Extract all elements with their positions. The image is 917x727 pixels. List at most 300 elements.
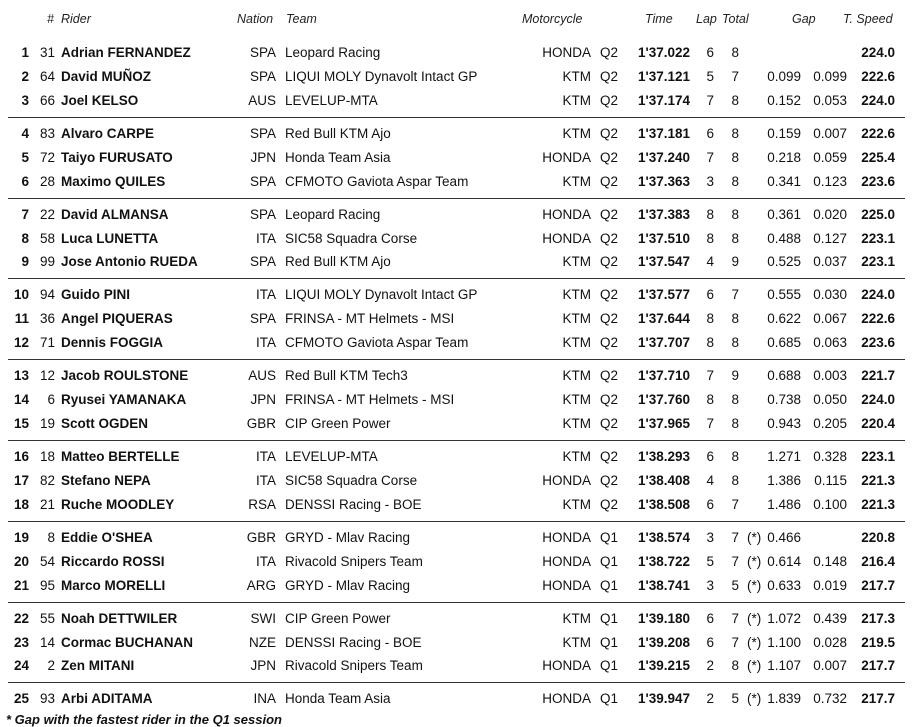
position: 17	[13, 472, 29, 488]
nation: ITA	[256, 553, 276, 569]
gap-previous: 0.007	[813, 125, 847, 141]
table-row	[0, 250, 917, 274]
rider-number: 12	[39, 368, 55, 384]
gap-first: 0.488	[767, 230, 801, 246]
team: Leopard Racing	[285, 45, 381, 60]
top-speed: 224.0	[861, 287, 895, 303]
group-separator	[8, 359, 905, 360]
gap-previous: 0.732	[813, 691, 847, 707]
team: Rivacold Snipers Team	[285, 553, 423, 569]
q1-note: (*)	[747, 529, 762, 545]
nation: SPA	[249, 173, 276, 189]
lap-time: 1'38.722	[637, 553, 690, 569]
lap-time: 1'37.174	[637, 92, 690, 108]
total-laps: 7	[731, 529, 739, 545]
header-speed: T. Speed	[843, 12, 893, 26]
table-row	[0, 412, 917, 436]
session: Q2	[600, 173, 619, 189]
gap-previous: 0.067	[813, 311, 847, 327]
gap-first: 0.341	[767, 173, 801, 189]
rider-number: 28	[39, 173, 55, 189]
gap-first: 1.100	[767, 634, 801, 650]
session: Q2	[600, 449, 619, 464]
position: 14	[13, 392, 29, 408]
position: 6	[21, 173, 29, 189]
top-speed: 222.6	[861, 311, 895, 327]
gap-first: 1.839	[767, 691, 801, 707]
motorcycle: KTM	[562, 634, 591, 650]
lap-time: 1'38.741	[637, 577, 690, 593]
nation: SPA	[249, 254, 276, 270]
lap-time: 1'37.710	[637, 368, 690, 384]
q1-note: (*)	[747, 658, 762, 674]
position: 4	[21, 125, 29, 141]
header-nation: Nation	[237, 12, 274, 26]
gap-first: 0.943	[767, 416, 801, 431]
team: DENSSI Racing - BOE	[285, 634, 422, 650]
lap-time: 1'38.508	[637, 496, 690, 512]
gap-first: 0.361	[767, 206, 801, 222]
team: Red Bull KTM Tech3	[285, 368, 408, 384]
motorcycle: KTM	[562, 173, 591, 189]
gap-previous: 0.205	[813, 416, 847, 431]
table-row	[0, 607, 917, 631]
rider-name: Taiyo FURUSATO	[61, 149, 173, 165]
table-row	[0, 574, 917, 598]
total-laps: 7	[731, 634, 739, 650]
position: 2	[21, 68, 29, 84]
session: Q2	[600, 392, 619, 408]
rider-number: 66	[39, 92, 55, 108]
position: 24	[13, 658, 29, 674]
gap-previous: 0.148	[813, 553, 847, 569]
session: Q2	[600, 368, 619, 384]
rider-name: Matteo BERTELLE	[61, 449, 180, 464]
group-separator	[8, 602, 905, 603]
table-row	[0, 469, 917, 493]
header-gap: Gap	[792, 12, 816, 26]
lap-time: 1'37.022	[637, 45, 690, 60]
rider-number: 36	[39, 311, 55, 327]
total-laps: 8	[731, 392, 739, 408]
motorcycle: KTM	[562, 416, 591, 431]
nation: ITA	[256, 230, 276, 246]
top-speed: 220.4	[861, 416, 895, 431]
table-row	[0, 388, 917, 412]
motorcycle: HONDA	[542, 691, 591, 707]
team: LIQUI MOLY Dynavolt Intact GP	[285, 287, 478, 303]
total-laps: 7	[731, 553, 739, 569]
session: Q2	[600, 68, 619, 84]
rider-name: Angel PIQUERAS	[61, 311, 173, 327]
top-speed: 222.6	[861, 68, 895, 84]
session: Q2	[600, 92, 619, 108]
session: Q2	[600, 206, 619, 222]
position: 10	[13, 287, 29, 303]
team: GRYD - Mlav Racing	[285, 577, 411, 593]
gap-first: 0.685	[767, 335, 801, 351]
nation: JPN	[250, 392, 276, 408]
position: 9	[21, 254, 29, 270]
motorcycle: KTM	[562, 392, 591, 408]
rider-number: 18	[39, 449, 55, 464]
gap-previous: 0.100	[813, 496, 847, 512]
gap-first: 0.218	[767, 149, 801, 165]
total-laps: 5	[731, 577, 739, 593]
lap-time: 1'37.547	[637, 254, 690, 270]
best-lap: 6	[706, 496, 714, 512]
rider-number: 2	[47, 658, 55, 674]
gap-previous: 0.019	[813, 577, 847, 593]
table-row	[0, 89, 917, 113]
gap-previous: 0.037	[813, 254, 847, 270]
top-speed: 225.4	[861, 149, 895, 165]
rider-name: Stefano NEPA	[61, 472, 151, 488]
best-lap: 8	[706, 311, 714, 327]
gap-first: 0.099	[767, 68, 801, 84]
header-rider: Rider	[61, 12, 91, 26]
lap-time: 1'39.947	[637, 691, 690, 707]
rider-number: 71	[39, 335, 55, 351]
position: 23	[13, 634, 29, 650]
gap-previous: 0.099	[813, 68, 847, 84]
table-row	[0, 331, 917, 355]
gap-first: 1.271	[767, 449, 801, 464]
position: 5	[21, 149, 29, 165]
rider-name: Scott OGDEN	[61, 416, 149, 431]
motorcycle: KTM	[562, 92, 591, 108]
motorcycle: KTM	[562, 254, 591, 270]
best-lap: 5	[706, 68, 714, 84]
best-lap: 6	[706, 287, 714, 303]
team: SIC58 Squadra Corse	[285, 230, 418, 246]
gap-previous: 0.063	[813, 335, 847, 351]
motorcycle: HONDA	[542, 529, 591, 545]
gap-previous: 0.328	[813, 449, 847, 464]
rider-name: Cormac BUCHANAN	[61, 634, 194, 650]
lap-time: 1'37.577	[637, 287, 690, 303]
best-lap: 7	[706, 416, 714, 431]
team: SIC58 Squadra Corse	[285, 472, 418, 488]
top-speed: 222.6	[861, 125, 895, 141]
best-lap: 2	[706, 691, 714, 707]
position: 22	[13, 610, 29, 626]
top-speed: 224.0	[861, 45, 895, 60]
top-speed: 223.1	[861, 254, 895, 270]
rider-name: Eddie O'SHEA	[61, 529, 153, 545]
team: CFMOTO Gaviota Aspar Team	[285, 173, 469, 189]
motorcycle: KTM	[562, 449, 591, 464]
position: 8	[21, 230, 29, 246]
lap-time: 1'37.181	[637, 125, 690, 141]
gap-first: 0.738	[767, 392, 801, 408]
top-speed: 219.5	[861, 634, 895, 650]
table-row	[0, 687, 917, 711]
best-lap: 6	[706, 449, 714, 464]
table-row	[0, 203, 917, 227]
gap-first: 0.555	[767, 287, 801, 303]
top-speed: 217.7	[861, 577, 895, 593]
rider-number: 31	[39, 45, 55, 60]
session: Q2	[600, 472, 619, 488]
team: GRYD - Mlav Racing	[285, 529, 411, 545]
top-speed: 216.4	[861, 553, 895, 569]
gap-first: 1.072	[767, 610, 801, 626]
rider-name: Guido PINI	[61, 287, 130, 303]
motorcycle: KTM	[562, 335, 591, 351]
gap-previous: 0.003	[813, 368, 847, 384]
rider-number: 83	[39, 125, 55, 141]
gap-previous: 0.050	[813, 392, 847, 408]
lap-time: 1'38.408	[637, 472, 690, 488]
gap-previous: 0.020	[813, 206, 847, 222]
rider-number: 99	[39, 254, 55, 270]
gap-first: 0.159	[767, 125, 801, 141]
nation: RSA	[248, 496, 276, 512]
nation: SPA	[249, 68, 276, 84]
table-row	[0, 146, 917, 170]
team: DENSSI Racing - BOE	[285, 496, 422, 512]
nation: SPA	[249, 45, 276, 60]
best-lap: 6	[706, 125, 714, 141]
top-speed: 217.3	[861, 610, 895, 626]
top-speed: 223.6	[861, 173, 895, 189]
gap-previous: 0.028	[813, 634, 847, 650]
table-row	[0, 493, 917, 517]
table-row	[0, 170, 917, 194]
nation: ITA	[256, 287, 276, 303]
table-row	[0, 364, 917, 388]
best-lap: 5	[706, 553, 714, 569]
gap-first: 0.466	[767, 529, 801, 545]
session: Q2	[600, 335, 619, 351]
top-speed: 221.3	[861, 496, 895, 512]
q1-note: (*)	[747, 610, 762, 626]
total-laps: 8	[731, 311, 739, 327]
team: Honda Team Asia	[285, 691, 391, 707]
lap-time: 1'37.383	[637, 206, 690, 222]
table-row	[0, 283, 917, 307]
gap-previous: 0.115	[814, 472, 847, 488]
total-laps: 8	[731, 472, 739, 488]
team: CFMOTO Gaviota Aspar Team	[285, 335, 469, 351]
rider-number: 19	[39, 416, 55, 431]
group-separator	[8, 117, 905, 118]
nation: JPN	[250, 658, 276, 674]
nation: GBR	[246, 529, 276, 545]
position: 18	[13, 496, 29, 512]
session: Q1	[600, 529, 619, 545]
rider-number: 14	[39, 634, 55, 650]
team: CIP Green Power	[285, 416, 391, 431]
rider-number: 6	[47, 392, 55, 408]
header-time: Time	[645, 12, 673, 26]
gap-previous: 0.059	[813, 149, 847, 165]
table-row	[0, 41, 917, 65]
nation: AUS	[248, 368, 276, 384]
rider-number: 8	[47, 529, 55, 545]
lap-time: 1'37.707	[637, 335, 690, 351]
table-row	[0, 122, 917, 146]
gap-first: 0.688	[767, 368, 801, 384]
top-speed: 221.7	[861, 368, 895, 384]
rider-number: 82	[39, 472, 55, 488]
position: 25	[13, 691, 29, 707]
rider-name: David MUÑOZ	[61, 68, 152, 84]
top-speed: 224.0	[861, 92, 895, 108]
rider-name: David ALMANSA	[61, 206, 169, 222]
rider-number: 94	[39, 287, 55, 303]
motorcycle: HONDA	[542, 472, 591, 488]
total-laps: 7	[731, 496, 739, 512]
table-row	[0, 550, 917, 574]
lap-time: 1'37.363	[637, 173, 690, 189]
gap-first: 1.486	[767, 496, 801, 512]
session: Q1	[600, 691, 619, 707]
top-speed: 223.1	[861, 230, 895, 246]
team: Honda Team Asia	[285, 149, 391, 165]
position: 19	[13, 529, 29, 545]
motorcycle: HONDA	[542, 553, 591, 569]
team: Leopard Racing	[285, 206, 381, 222]
lap-time: 1'38.293	[637, 449, 690, 464]
lap-time: 1'38.574	[637, 529, 690, 545]
header-total: Total	[722, 12, 749, 26]
best-lap: 7	[706, 149, 714, 165]
nation: NZE	[249, 634, 276, 650]
lap-time: 1'39.215	[637, 658, 690, 674]
session: Q1	[600, 577, 619, 593]
rider-name: Riccardo ROSSI	[61, 553, 165, 569]
total-laps: 8	[731, 335, 739, 351]
lap-time: 1'37.760	[637, 392, 690, 408]
top-speed: 224.0	[861, 392, 895, 408]
gap-first: 0.614	[767, 553, 801, 569]
rider-name: Ruche MOODLEY	[61, 496, 175, 512]
session: Q2	[600, 254, 619, 270]
session: Q1	[600, 658, 619, 674]
lap-time: 1'39.208	[637, 634, 690, 650]
position: 16	[13, 449, 29, 464]
nation: ITA	[256, 449, 276, 464]
rider-number: 22	[39, 206, 55, 222]
motorcycle: KTM	[562, 368, 591, 384]
total-laps: 8	[731, 45, 739, 60]
table-row	[0, 445, 917, 469]
position: 7	[21, 206, 29, 222]
rider-name: Arbi ADITAMA	[61, 691, 153, 707]
best-lap: 8	[706, 335, 714, 351]
lap-time: 1'37.644	[637, 311, 690, 327]
gap-previous: 0.439	[813, 610, 847, 626]
gap-previous: 0.127	[813, 230, 847, 246]
top-speed: 221.3	[861, 472, 895, 488]
total-laps: 8	[731, 449, 739, 464]
rider-number: 95	[39, 577, 55, 593]
best-lap: 3	[706, 577, 714, 593]
position: 12	[13, 335, 29, 351]
table-row	[0, 227, 917, 251]
group-separator	[8, 682, 905, 683]
total-laps: 7	[731, 610, 739, 626]
lap-time: 1'37.240	[637, 149, 690, 165]
total-laps: 8	[731, 125, 739, 141]
session: Q2	[600, 496, 619, 512]
rider-name: Marco MORELLI	[61, 577, 166, 593]
total-laps: 8	[731, 149, 739, 165]
rider-name: Alvaro CARPE	[61, 125, 155, 141]
q1-note: (*)	[747, 691, 762, 707]
motorcycle: HONDA	[542, 230, 591, 246]
group-separator	[8, 198, 905, 199]
gap-first: 1.107	[767, 658, 801, 674]
rider-name: Jose Antonio RUEDA	[61, 254, 198, 270]
motorcycle: KTM	[562, 311, 591, 327]
group-separator	[8, 278, 905, 279]
session: Q2	[600, 287, 619, 303]
best-lap: 4	[706, 254, 714, 270]
session: Q2	[600, 149, 619, 165]
table-row	[0, 654, 917, 678]
motorcycle: HONDA	[542, 577, 591, 593]
team: LEVELUP-MTA	[285, 92, 378, 108]
best-lap: 6	[706, 634, 714, 650]
session: Q1	[600, 634, 619, 650]
position: 11	[14, 311, 29, 327]
rider-number: 54	[39, 553, 55, 569]
team: Red Bull KTM Ajo	[285, 125, 391, 141]
gap-previous: 0.053	[813, 92, 847, 108]
rider-number: 72	[39, 149, 55, 165]
top-speed: 223.1	[861, 449, 895, 464]
rider-number: 93	[39, 691, 55, 707]
rider-name: Zen MITANI	[61, 658, 135, 674]
session: Q2	[600, 230, 619, 246]
lap-time: 1'37.965	[637, 416, 690, 431]
nation: ITA	[256, 335, 276, 351]
rider-name: Maximo QUILES	[61, 173, 166, 189]
top-speed: 217.7	[861, 658, 895, 674]
position: 13	[13, 368, 29, 384]
table-row	[0, 307, 917, 331]
group-separator	[8, 440, 905, 441]
gap-first: 0.633	[767, 577, 801, 593]
header-team: Team	[286, 12, 317, 26]
motorcycle: HONDA	[542, 149, 591, 165]
motorcycle: KTM	[562, 125, 591, 141]
best-lap: 3	[706, 529, 714, 545]
best-lap: 4	[706, 472, 714, 488]
session: Q2	[600, 45, 619, 60]
position: 1	[21, 45, 29, 60]
q1-note: (*)	[747, 634, 762, 650]
rider-number: 55	[39, 610, 55, 626]
best-lap: 8	[706, 392, 714, 408]
team: FRINSA - MT Helmets - MSI	[285, 392, 455, 408]
total-laps: 5	[731, 691, 739, 707]
position: 15	[13, 416, 29, 431]
header-motorcycle: Motorcycle	[522, 12, 583, 26]
lap-time: 1'37.510	[637, 230, 690, 246]
session: Q2	[600, 125, 619, 141]
nation: AUS	[248, 92, 276, 108]
nation: INA	[253, 691, 276, 707]
lap-time: 1'37.121	[637, 68, 690, 84]
rider-number: 21	[39, 496, 55, 512]
session: Q1	[600, 610, 619, 626]
gap-previous: 0.123	[813, 173, 847, 189]
nation: SWI	[250, 610, 276, 626]
